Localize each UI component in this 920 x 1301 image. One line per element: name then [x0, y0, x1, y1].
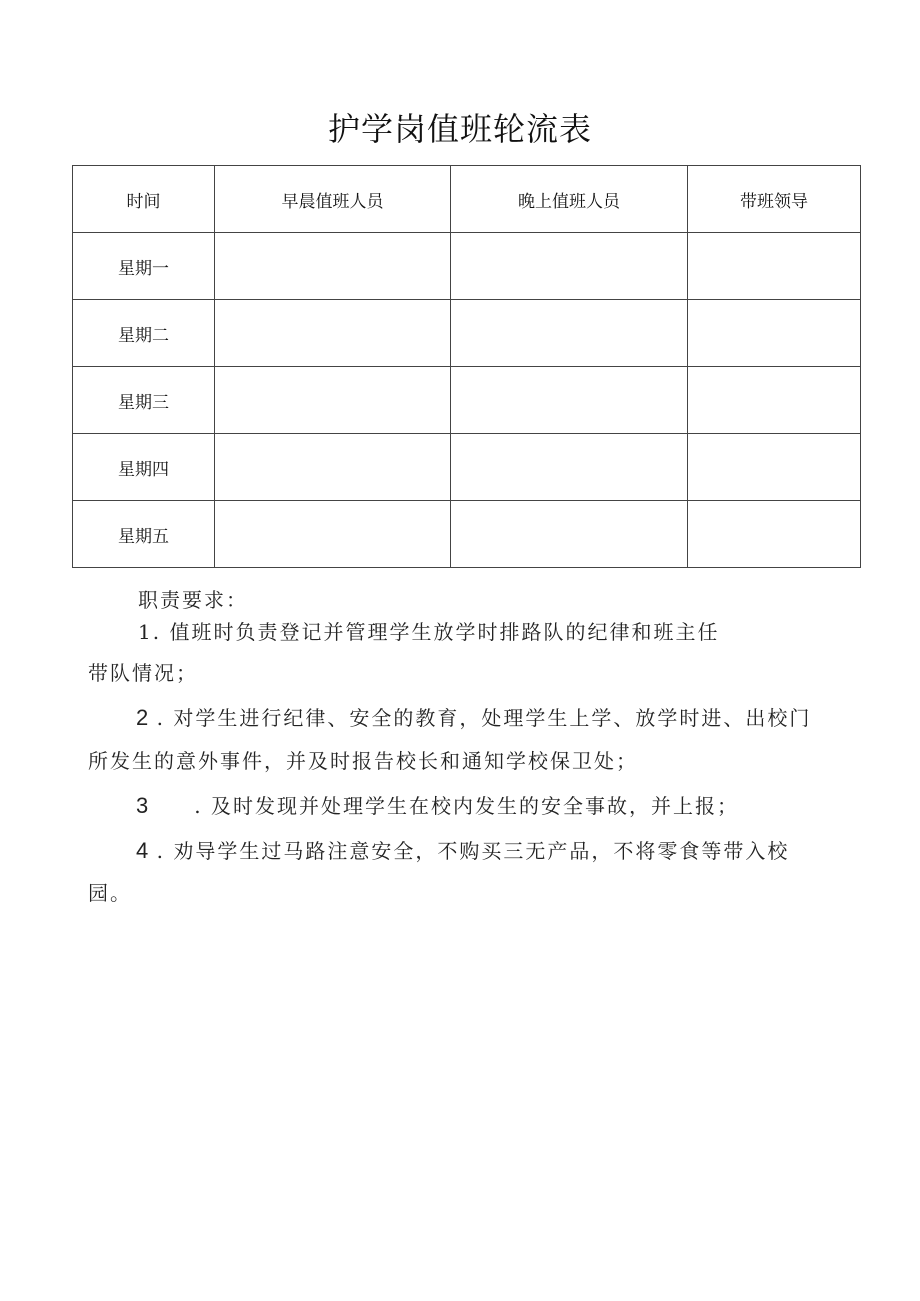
- duty-item-2-line-2: 所发生的意外事件，并及时报告校长和通知学校保卫处；: [88, 749, 638, 773]
- morning-staff-cell: [215, 501, 451, 568]
- page-title: 护学岗值班轮流表: [327, 110, 592, 148]
- duty-item-2-text: . 对学生进行纪律、安全的教育，处理学生上学、放学时进、出校门: [148, 706, 812, 730]
- morning-staff-cell: [215, 300, 451, 367]
- day-cell: 星期一: [73, 233, 215, 300]
- day-cell: 星期三: [73, 367, 215, 434]
- leader-cell: [688, 300, 861, 367]
- duty-item-4-number: 4: [136, 838, 149, 863]
- day-cell: 星期五: [73, 501, 215, 568]
- duty-item-2-line-1: [136, 703, 811, 733]
- duty-item-4-line-1: [136, 836, 789, 866]
- evening-staff-cell: [451, 501, 688, 568]
- duty-roster-table: [72, 165, 861, 568]
- duty-item-1-line-1: 1. 值班时负责登记并管理学生放学时排路队的纪律和班主任: [138, 620, 720, 644]
- day-cell: 星期四: [73, 434, 215, 501]
- evening-staff-cell: [451, 233, 688, 300]
- duty-item-4-line-2: 园。: [88, 881, 132, 905]
- duty-item-4-text: . 劝导学生过马路注意安全，不购买三无产品，不将零食等带入校: [148, 839, 790, 863]
- header-evening-staff: 晚上值班人员: [451, 166, 688, 233]
- morning-staff-cell: [215, 434, 451, 501]
- table-row: [73, 434, 861, 501]
- header-morning-staff: 早晨值班人员: [215, 166, 451, 233]
- leader-cell: [688, 501, 861, 568]
- leader-cell: [688, 367, 861, 434]
- table-row: [73, 367, 861, 434]
- duty-item-2-number: 2: [136, 705, 149, 730]
- leader-cell: [688, 434, 861, 501]
- header-leader: 带班领导: [688, 166, 861, 233]
- duties-heading: 职责要求：: [138, 588, 248, 612]
- table-row: [73, 300, 861, 367]
- table-header-row: [73, 166, 861, 233]
- duty-item-3-number: 3: [136, 793, 149, 818]
- leader-cell: [688, 233, 861, 300]
- day-cell: 星期二: [73, 300, 215, 367]
- morning-staff-cell: [215, 367, 451, 434]
- table-row: [73, 233, 861, 300]
- morning-staff-cell: [215, 233, 451, 300]
- duty-item-3: [136, 791, 739, 821]
- duty-item-1-line-2: 带队情况；: [88, 661, 198, 685]
- table-row: [73, 501, 861, 568]
- evening-staff-cell: [451, 367, 688, 434]
- evening-staff-cell: [451, 434, 688, 501]
- evening-staff-cell: [451, 300, 688, 367]
- duty-item-3-text: . 及时发现并处理学生在校内发生的安全事故，并上报；: [194, 794, 739, 818]
- header-time: 时间: [73, 166, 215, 233]
